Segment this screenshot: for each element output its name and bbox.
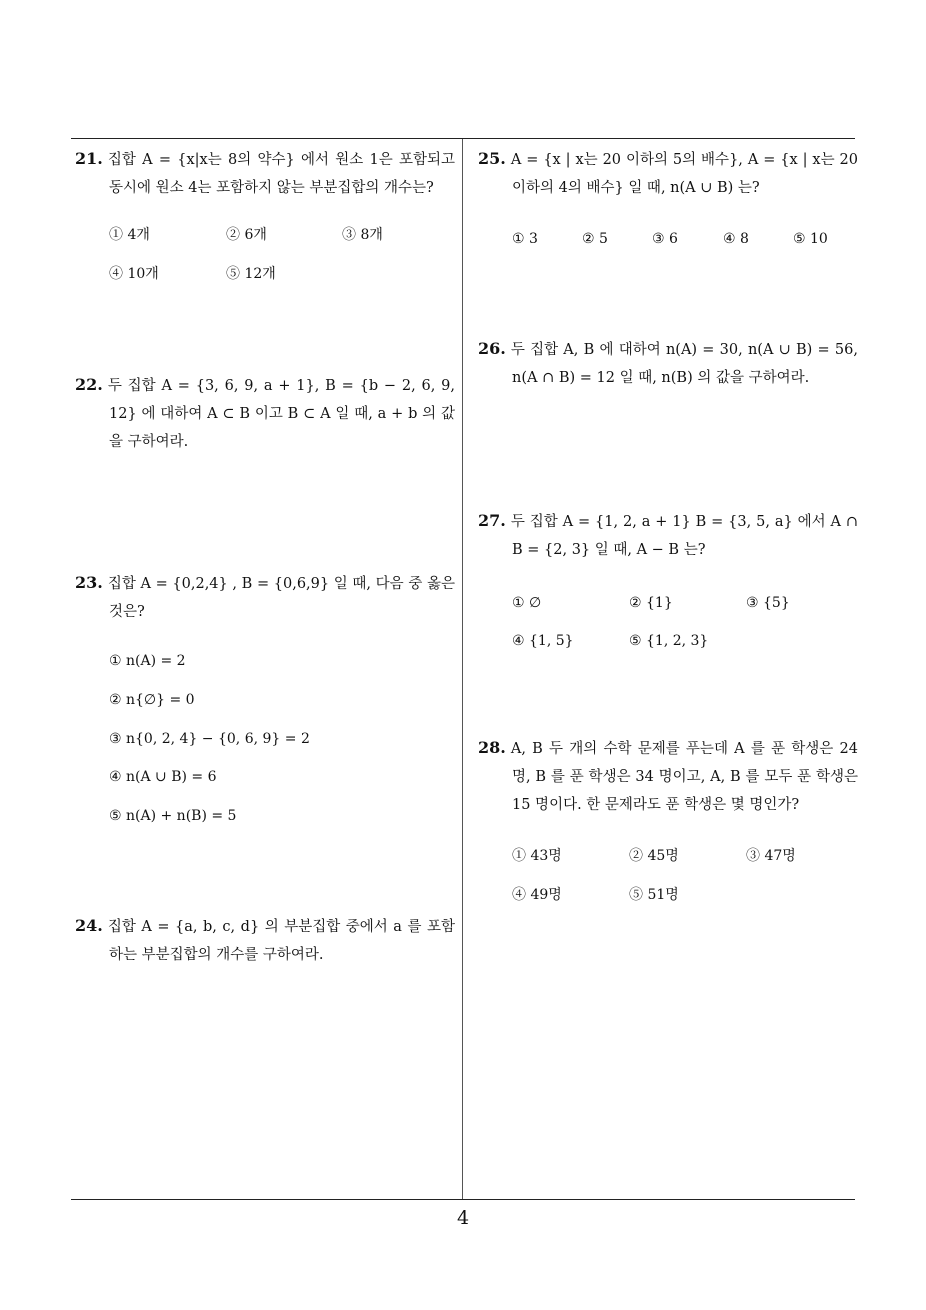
question-28-choices <box>512 842 852 906</box>
choice-5[interactable]: ⑤ 10 <box>793 231 828 247</box>
choice-4[interactable]: ④ 49명 <box>512 887 562 903</box>
question-21-stem <box>75 145 455 202</box>
question-27-text: 두 집합 A = {1, 2, a + 1} B = {3, 5, a} 에서 A ∩ B = {2, 3} 일 때, A − B 는? <box>510 514 858 558</box>
question-22-number: 22. <box>75 375 103 394</box>
choice-2[interactable]: ② 5 <box>582 231 608 247</box>
choice-3[interactable]: ③ {5} <box>746 595 790 611</box>
question-28-text: A, B 두 개의 수학 문제를 푸는데 A 를 푼 학생은 24 명, B 를 푼 학생은 34 명이고, A, B 를 모두 푼 학생은 15 명이다. 한 문제라도 푼 학생은 몇 명인가? <box>510 741 858 813</box>
question-24-number: 24. <box>75 916 103 935</box>
question-22 <box>75 371 455 456</box>
choice-5[interactable]: ⑤ 51명 <box>629 887 679 903</box>
choice-4[interactable]: ④ 8 <box>723 231 749 247</box>
choice-1[interactable]: ① 4개 <box>109 227 150 243</box>
question-25-choices <box>512 225 852 249</box>
question-23-choices <box>109 647 449 824</box>
question-26 <box>478 335 858 392</box>
question-24-stem <box>75 912 455 969</box>
question-22-stem <box>75 371 455 456</box>
choice-2[interactable]: ② 6개 <box>226 227 267 243</box>
question-26-stem <box>478 335 858 392</box>
question-24 <box>75 912 455 969</box>
choice-1[interactable]: ① 3 <box>512 231 538 247</box>
question-25-number: 25. <box>478 149 506 168</box>
question-21-text: 집합 A = {x|x는 8의 약수} 에서 원소 1은 포함되고 동시에 원소 4는 포함하지 않는 부분집합의 개수는? <box>107 152 455 196</box>
question-23 <box>75 569 455 824</box>
question-25 <box>478 145 858 247</box>
bottom-rule <box>71 1199 855 1200</box>
question-23-number: 23. <box>75 573 103 592</box>
choice-4[interactable]: ④ 10개 <box>109 266 159 282</box>
choice-4[interactable]: ④ n(A ∪ B) = 6 <box>109 769 217 785</box>
choice-1[interactable]: ① 43명 <box>512 848 562 864</box>
page-number: 4 <box>456 1207 470 1229</box>
choice-3[interactable]: ③ 8개 <box>342 227 383 243</box>
question-22-text: 두 집합 A = {3, 6, 9, a + 1}, B = {b − 2, 6, 9, 12} 에 대하여 A ⊂ B 이고 B ⊂ A 일 때, a + b 의 값을 구하여라. <box>107 378 455 450</box>
question-21 <box>75 145 455 282</box>
choice-1[interactable]: ① ∅ <box>512 595 542 611</box>
choice-2[interactable]: ② 45명 <box>629 848 679 864</box>
question-28-stem <box>478 734 858 819</box>
question-25-stem <box>478 145 858 202</box>
column-divider <box>462 139 463 1200</box>
choice-5[interactable]: ⑤ n(A) + n(B) = 5 <box>109 808 237 824</box>
choice-1[interactable]: ① n(A) = 2 <box>109 653 186 669</box>
question-25-text: A = {x | x는 20 이하의 5의 배수}, A = {x | x는 20 이하의 4의 배수} 일 때, n(A ∪ B) 는? <box>510 152 858 196</box>
choice-3[interactable]: ③ 6 <box>652 231 678 247</box>
top-rule <box>71 138 855 139</box>
choice-5[interactable]: ⑤ {1, 2, 3} <box>629 633 709 649</box>
question-27-number: 27. <box>478 511 506 530</box>
question-24-text: 집합 A = {a, b, c, d} 의 부분집합 중에서 a 를 포함하는 부분집합의 개수를 구하여라. <box>107 919 455 963</box>
question-27 <box>478 507 858 649</box>
choice-2[interactable]: ② n{∅} = 0 <box>109 692 195 708</box>
choice-4[interactable]: ④ {1, 5} <box>512 633 574 649</box>
question-27-choices <box>512 589 852 653</box>
question-28-number: 28. <box>478 738 506 757</box>
question-27-stem <box>478 507 858 564</box>
choice-2[interactable]: ② {1} <box>629 595 673 611</box>
question-26-text: 두 집합 A, B 에 대하여 n(A) = 30, n(A ∪ B) = 56, n(A ∩ B) = 12 일 때, n(B) 의 값을 구하여라. <box>510 342 858 386</box>
question-28 <box>478 734 858 903</box>
question-21-choices <box>109 221 449 291</box>
choice-5[interactable]: ⑤ 12개 <box>226 266 276 282</box>
choice-3[interactable]: ③ 47명 <box>746 848 796 864</box>
question-26-number: 26. <box>478 339 506 358</box>
question-23-stem <box>75 569 455 626</box>
question-21-number: 21. <box>75 149 103 168</box>
choice-3[interactable]: ③ n{0, 2, 4} − {0, 6, 9} = 2 <box>109 731 310 747</box>
question-23-text: 집합 A = {0,2,4} , B = {0,6,9} 일 때, 다음 중 옳은 것은? <box>107 576 455 620</box>
